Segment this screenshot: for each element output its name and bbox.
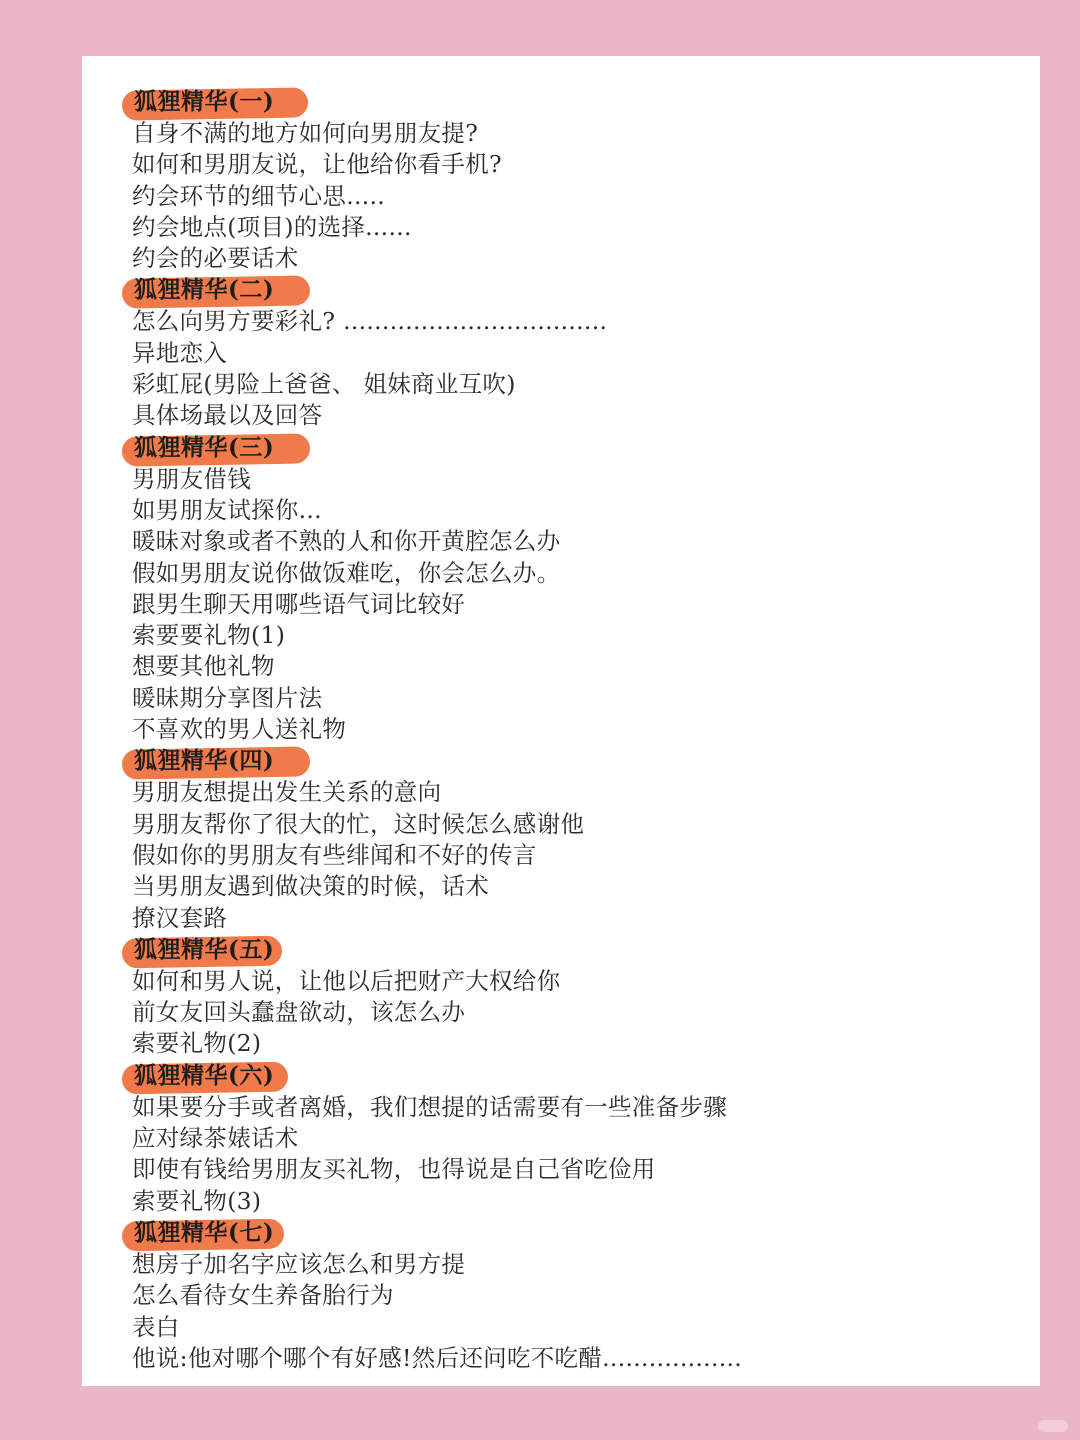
section-6 — [132, 1060, 1012, 1217]
section-heading-wrap — [122, 934, 1012, 966]
section-heading-wrap — [122, 1060, 1012, 1092]
section-item: 想房子加名字应该怎么和男方提 — [132, 1249, 466, 1278]
section-item: 具体场最以及回答 — [132, 401, 323, 430]
section-item: 应对绿茶婊话术 — [132, 1124, 299, 1153]
section-heading-wrap — [122, 1217, 1012, 1249]
section-item: 彩虹屁(男险上爸爸、 姐妹商业互吹) — [132, 370, 516, 399]
section-item: 索要要礼物(1) — [132, 621, 286, 650]
section-heading: 狐狸精华(七) — [134, 1218, 275, 1246]
section-heading-wrap — [122, 745, 1012, 777]
section-7 — [132, 1217, 1012, 1374]
section-item: 他说:他对哪个哪个有好感!然后还问吃不吃醋.................. — [132, 1343, 743, 1372]
section-item: 索要礼物(2) — [132, 1029, 262, 1058]
section-heading: 狐狸精华(二) — [134, 276, 275, 304]
watermark-badge — [1038, 1420, 1068, 1432]
section-item: 暖昧对象或者不熟的人和你开黄腔怎么办 — [132, 527, 561, 556]
section-item: 不喜欢的男人送礼物 — [132, 715, 347, 744]
section-item: 约会的必要话术 — [132, 244, 299, 273]
section-item: 当男朋友遇到做决策的时候，话术 — [132, 872, 489, 901]
section-item: 男朋友借钱 — [132, 464, 251, 493]
section-item: 即使有钱给男朋友买礼物，也得说是自己省吃俭用 — [132, 1155, 656, 1184]
section-item: 如男朋友试探你... — [132, 495, 322, 524]
section-1 — [132, 86, 1012, 274]
section-3 — [132, 432, 1012, 746]
document-content — [132, 86, 1012, 1374]
section-item: 约会地点(项目)的选择...... — [132, 212, 412, 241]
section-item: 暖昧期分享图片法 — [132, 683, 323, 712]
section-4 — [132, 745, 1012, 933]
section-heading-wrap — [122, 274, 1012, 306]
section-heading: 狐狸精华(六) — [134, 1061, 275, 1089]
section-item: 异地恋入 — [132, 338, 228, 367]
section-5 — [132, 934, 1012, 1060]
section-item: 男朋友帮你了很大的忙，这时候怎么感谢他 — [132, 809, 585, 838]
section-item: 假如你的男朋友有些绯闻和不好的传言 — [132, 840, 537, 869]
document-page — [82, 56, 1040, 1386]
section-item: 自身不满的地方如何向男朋友提? — [132, 119, 479, 147]
section-heading-wrap — [122, 432, 1012, 464]
section-2 — [132, 274, 1012, 431]
section-item: 索要礼物(3) — [132, 1186, 262, 1215]
section-item: 男朋友想提出发生关系的意向 — [132, 778, 442, 807]
section-item: 跟男生聊天用哪些语气词比较好 — [132, 589, 466, 618]
section-heading: 狐狸精华(三) — [134, 433, 275, 461]
section-heading-wrap — [122, 86, 1012, 118]
section-item: 如果要分手或者离婚，我们想提的话需要有一些准备步骤 — [132, 1092, 727, 1121]
section-item: 前女友回头蠢盘欲动，该怎么办 — [132, 998, 466, 1027]
section-item: 假如男朋友说你做饭难吃，你会怎么办。 — [132, 558, 561, 587]
section-item: 如何和男朋友说，让他给你看手机? — [132, 150, 502, 179]
section-heading: 狐狸精华(五) — [134, 935, 275, 963]
section-item: 表白 — [132, 1312, 180, 1341]
section-item: 想要其他礼物 — [132, 652, 275, 681]
section-heading: 狐狸精华(一) — [134, 88, 275, 115]
section-item: 撩汉套路 — [132, 903, 228, 932]
section-item: 怎么向男方要彩礼? .................................. — [132, 307, 608, 336]
section-item: 如何和男人说，让他以后把财产大权给你 — [132, 966, 561, 995]
section-item: 怎么看待女生养备胎行为 — [132, 1281, 394, 1310]
section-heading: 狐狸精华(四) — [134, 747, 275, 775]
section-item: 约会环节的细节心思..... — [132, 181, 386, 210]
